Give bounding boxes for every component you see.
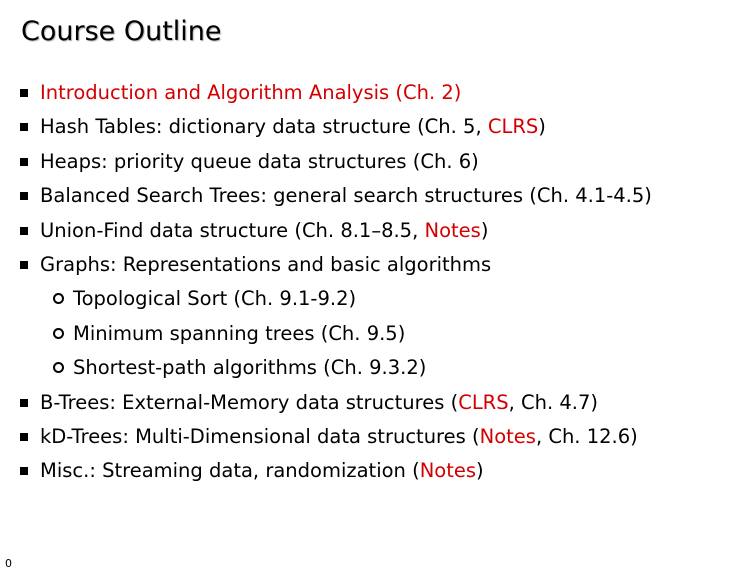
reference-clrs: CLRS [487,115,539,139]
circle-bullet-icon [53,293,64,304]
square-bullet-icon [20,433,28,441]
square-bullet-icon [20,261,28,269]
reference-notes: Notes [479,424,536,448]
slide-title: Course Outline [21,16,222,47]
square-bullet-icon [20,192,28,200]
outline-subitem-minimum-spanning-trees [20,317,652,351]
reference-clrs: CLRS [458,390,509,414]
outline-item-misc [20,454,652,488]
outline-item-text: Misc.: Streaming data, randomization ( [40,459,420,483]
outline-item-text: Heaps: priority queue data structures (Ch. 6) [40,149,479,173]
slide-number: 0 [5,557,12,570]
outline-subitem-text: Minimum spanning trees (Ch. 9.5) [73,321,406,345]
reference-notes: Notes [424,218,481,242]
square-bullet-icon [20,158,28,166]
outline-subitem-shortest-path [20,351,652,385]
outline-item-text: Balanced Search Trees: general search structures (Ch. 4.1-4.5) [40,184,652,208]
outline-item-text: Introduction and Algorithm Analysis (Ch. 2) [40,81,462,104]
outline-item-balanced-search-trees [20,179,652,213]
outline-item-text: kD-Trees: Multi-Dimensional data structures ( [40,424,480,448]
square-bullet-icon [20,123,28,131]
outline-item-text-end: ) [538,115,546,139]
outline-item-introduction [20,76,652,110]
square-bullet-icon [20,89,28,97]
reference-notes: Notes [419,459,477,483]
outline-item-text: Graphs: Representations and basic algorithms [40,252,492,276]
outline-item-graphs [20,248,652,282]
outline-item-text: Hash Tables: dictionary data structure (Ch. 5, [40,115,488,139]
course-outline-list [20,76,652,489]
outline-item-text-end: , Ch. 12.6) [535,424,638,448]
square-bullet-icon [20,467,28,475]
outline-item-b-trees [20,386,652,420]
square-bullet-icon [20,399,28,407]
outline-item-text: B-Trees: External-Memory data structures ( [40,390,459,414]
outline-item-text-end: ) [480,218,489,242]
circle-bullet-icon [53,328,64,339]
outline-item-hash-tables [20,110,652,144]
outline-item-kd-trees [20,420,652,454]
circle-bullet-icon [53,362,64,373]
outline-subitem-topological-sort [20,282,652,316]
outline-item-text-end: ) [476,459,484,483]
outline-item-text: Union-Find data structure (Ch. 8.1–8.5, [40,218,425,242]
outline-subitem-text: Shortest-path algorithms (Ch. 9.3.2) [73,356,427,380]
outline-item-text-end: , Ch. 4.7) [508,390,599,414]
outline-item-union-find [20,214,652,248]
outline-item-heaps [20,145,652,179]
square-bullet-icon [20,227,28,235]
outline-subitem-text: Topological Sort (Ch. 9.1-9.2) [73,287,357,311]
